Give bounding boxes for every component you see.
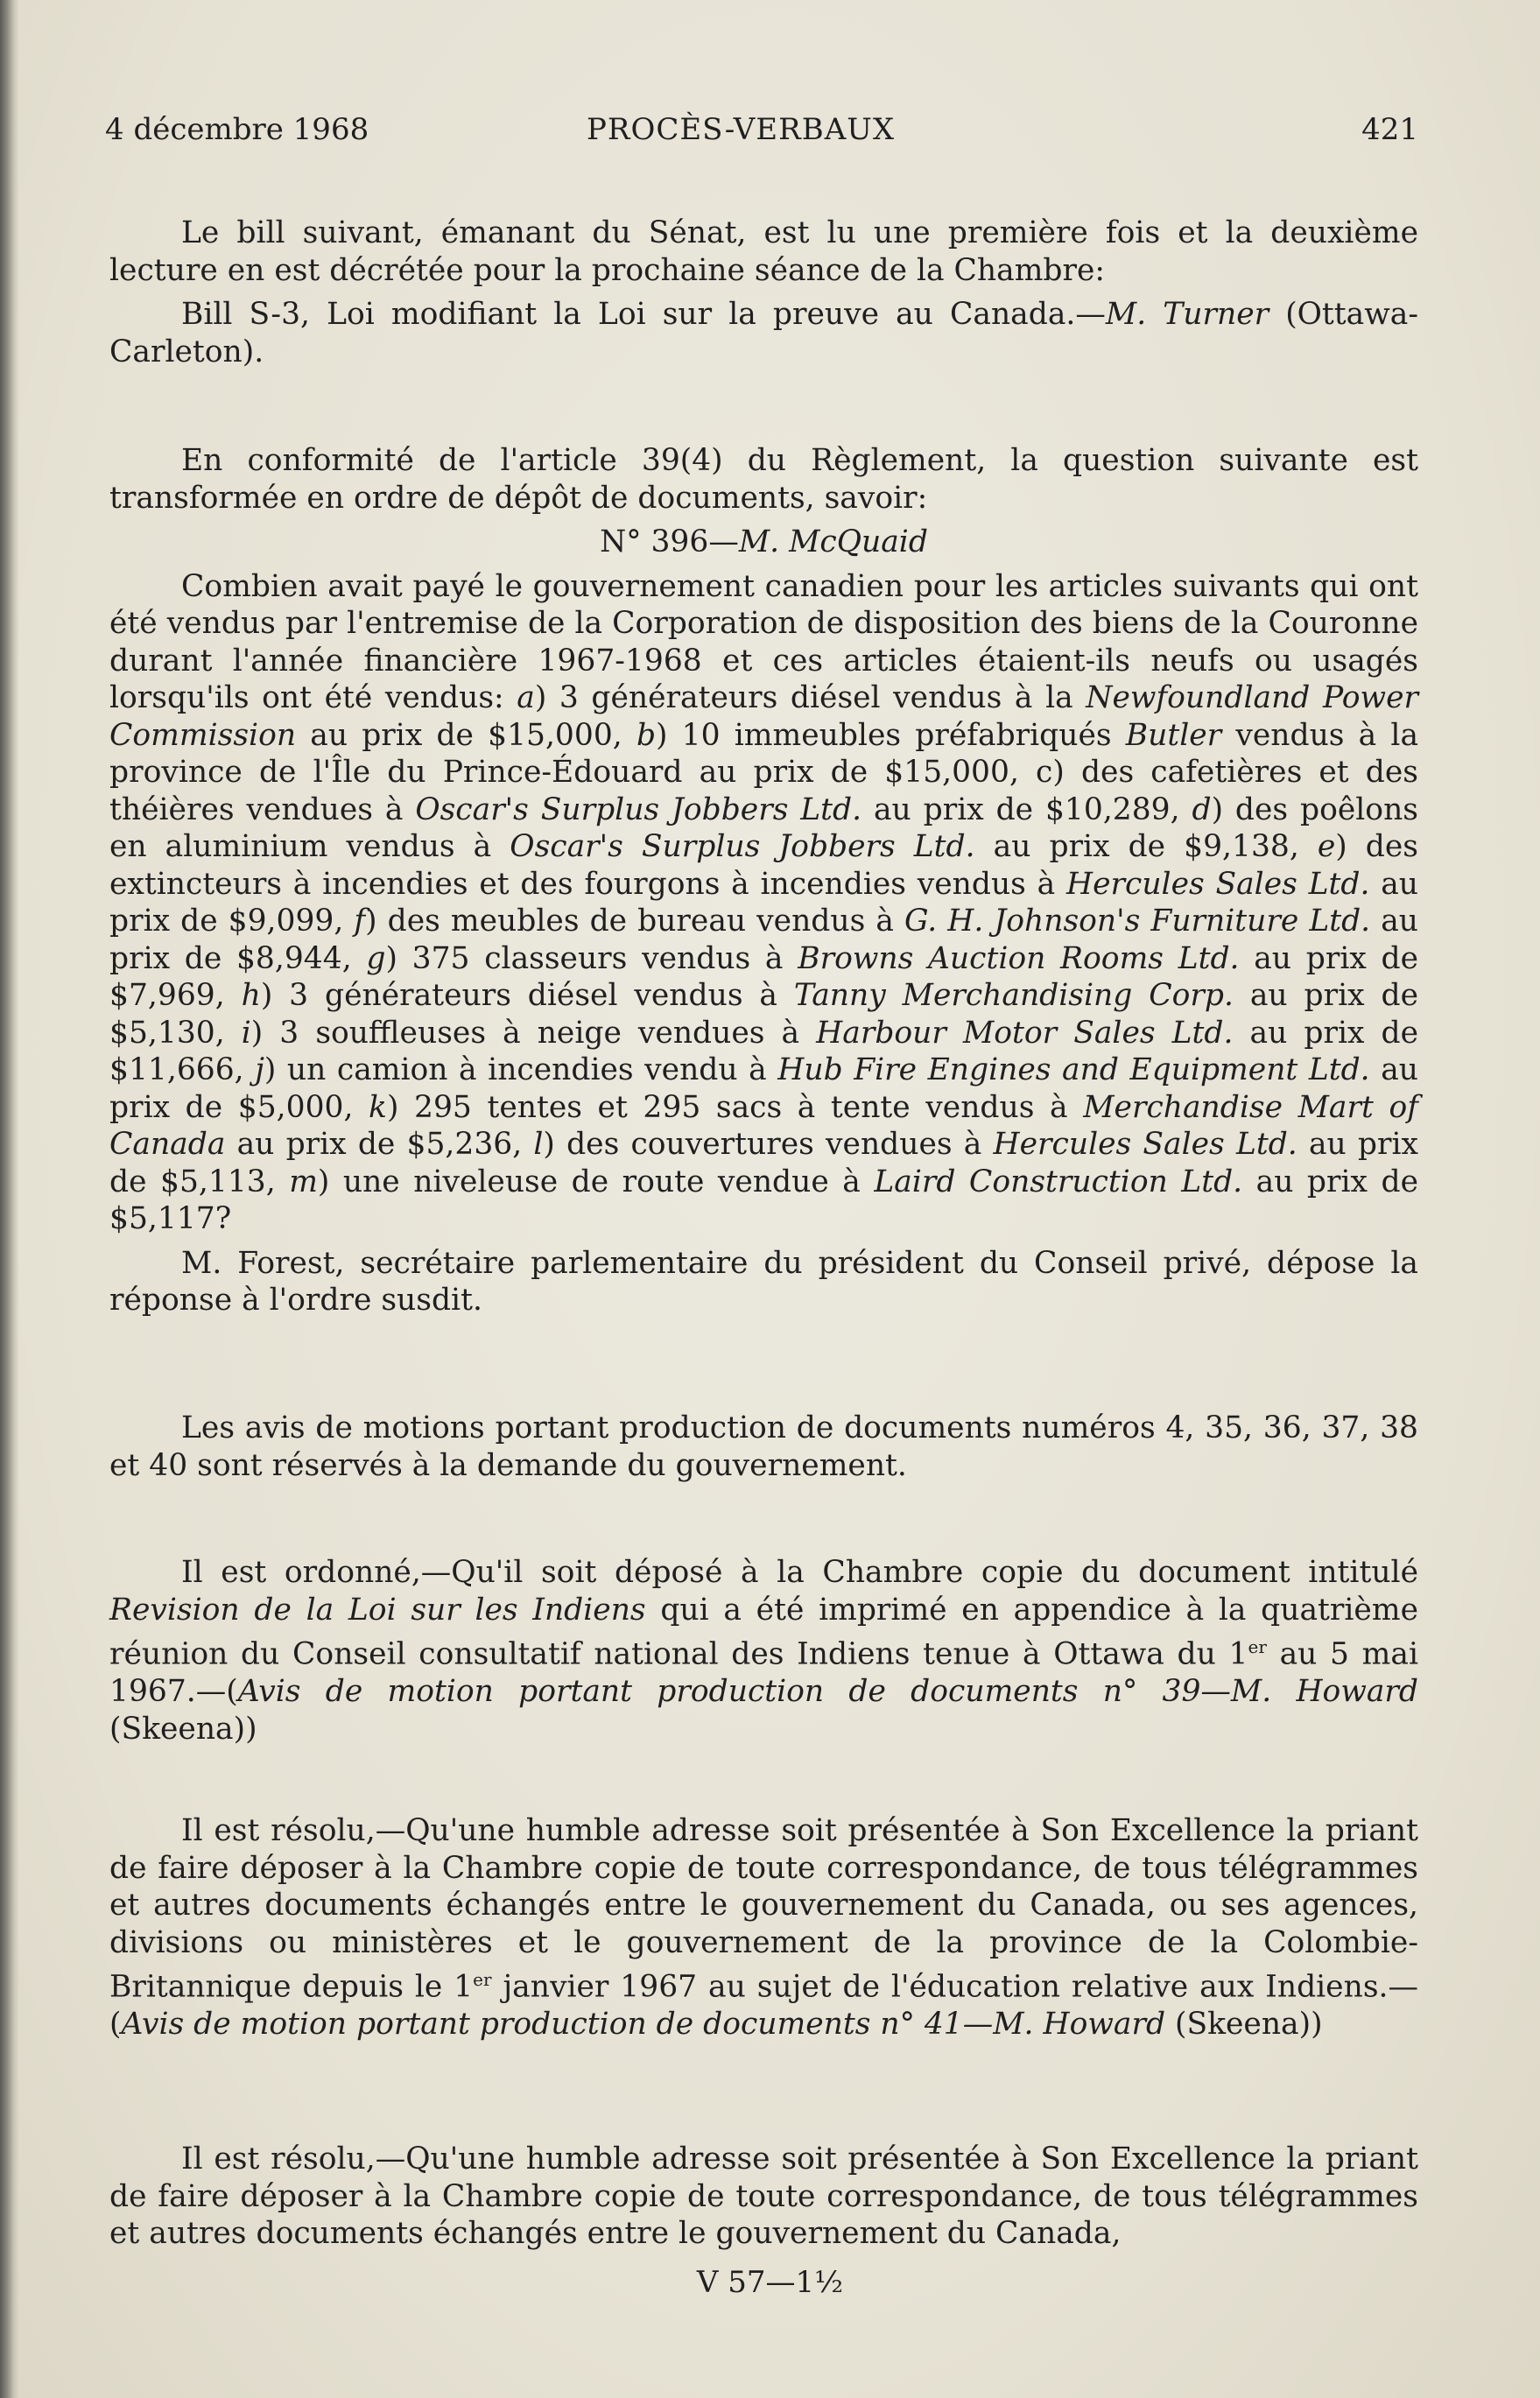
page-binding-edge [0,0,19,2398]
question-text-paragraph: Combien avait payé le gouvernement canadien pour les articles suivants qui ont été vendus par l'entremise de la Corporation de disposition des biens de la Couronne durant l'année financière 1967-1968 et ces articles étaient-ils neufs ou usagés lorsqu'ils ont été vendus: a) 3 générateurs diésel vendus à la Newfoundland Power Commission au prix de $15,000, b) 10 immeubles préfabriqués Butler vendus à la province de l'Île du Prince-Édouard au prix de $15,000, c) des cafetières et des théières vendues à Oscar's Surplus Jobbers Ltd. au prix de $10,289, d) des poêlons en aluminium vendus à Oscar's Surplus Jobbers Ltd. au prix de $9,138, e) des extincteurs à incendies et des fourgons à incendies vendus à Hercules Sales Ltd. au prix de $9,099, f) des meubles de bureau vendus à G. H. Johnson's Furniture Ltd. au prix de $8,944, g) 375 classeurs vendus à Browns Auction Rooms Ltd. au prix de $7,969, h) 3 générateurs diésel vendus à Tanny Merchandising Corp. au prix de $5,130, i) 3 souffleuses à neige vendues à Harbour Motor Sales Ltd. au prix de $11,666, j) un camion à incendies vendu à Hub Fire Engines and Equipment Ltd. au prix de $5,000, k) 295 tentes et 295 sacs à tente vendus à Merchandise Mart of Canada au prix de $5,236, l) des couvertures vendues à Hercules Sales Ltd. au prix de $5,113, m) une niveleuse de route vendue à Laird Construction Ltd. au prix de $5,117? [109,568,1419,1236]
question-number-heading: N° 396—M. McQuaid [600,524,928,559]
order-39-section [109,1554,1418,1748]
address-next-section [109,2141,1418,2253]
answer-tabled-paragraph: M. Forest, secrétaire parlementaire du président du Conseil privé, dépose la réponse à l'ordre susdit. [109,1245,1418,1318]
bill-intro-paragraph: Le bill suivant, émanant du Sénat, est lu une première fois et la deuxième lecture en est décrétée pour la prochaine séance de la Chambre: [109,215,1418,288]
senate-bill-section [109,214,1418,370]
bill-sponsor: M. Turner [1105,297,1269,332]
question-author: M. McQuaid [738,524,928,559]
address-next-paragraph: Il est résolu,—Qu'une humble adresse soit présentée à Son Excellence la priant de faire déposer à la Chambre copie de toute correspondance, de tous télégrammes et autres documents échangés entre le gouvernement du Canada, [109,2141,1418,2251]
notices-reserved-section [109,1410,1418,1484]
page-signature-mark: V 57—1½ [696,2265,844,2300]
notices-reserved-paragraph: Les avis de motions portant production de documents numéros 4, 35, 36, 37, 38 et 40 sont réservés à la demande du gouvernement. [109,1410,1418,1483]
question-396-section [109,442,1418,1319]
standing-order-paragraph: En conformité de l'article 39(4) du Règlement, la question suivante est transformée en ordre de dépôt de documents, savoir: [109,443,1418,516]
address-41-paragraph: Il est résolu,—Qu'une humble adresse soit présentée à Son Excellence la priant de faire déposer à la Chambre copie de toute correspondance, de tous télégrammes et autres documents échangés entre le gouvernement du Canada, ou ses agences, divisions ou ministères et le gouvernement de la province de la Colombie-Britannique depuis le 1er janvier 1967 au sujet de l'éducation relative aux Indiens.—(Avis de motion portant production de documents n° 41—M. Howard (Skeena)) [109,1813,1418,2042]
header-title: PROCÈS-VERBAUX [587,112,896,147]
page-header [105,112,1418,156]
bill-s3-paragraph: Bill S-3, Loi modifiant la Loi sur la preuve au Canada.—M. Turner (Ottawa-Carleton). [109,297,1418,369]
header-page-number: 421 [1361,112,1418,147]
address-41-section [109,1812,1418,2043]
order-39-paragraph: Il est ordonné,—Qu'il soit déposé à la Chambre copie du document intitulé Revision de la Loi sur les Indiens qui a été imprimé en appendice à la quatrième réunion du Conseil consultatif national des Indiens tenue à Ottawa du 1er au 5 mai 1967.—(Avis de motion portant production de documents n° 39—M. Howard (Skeena)) [109,1555,1418,1747]
header-date: 4 décembre 1968 [105,112,369,147]
